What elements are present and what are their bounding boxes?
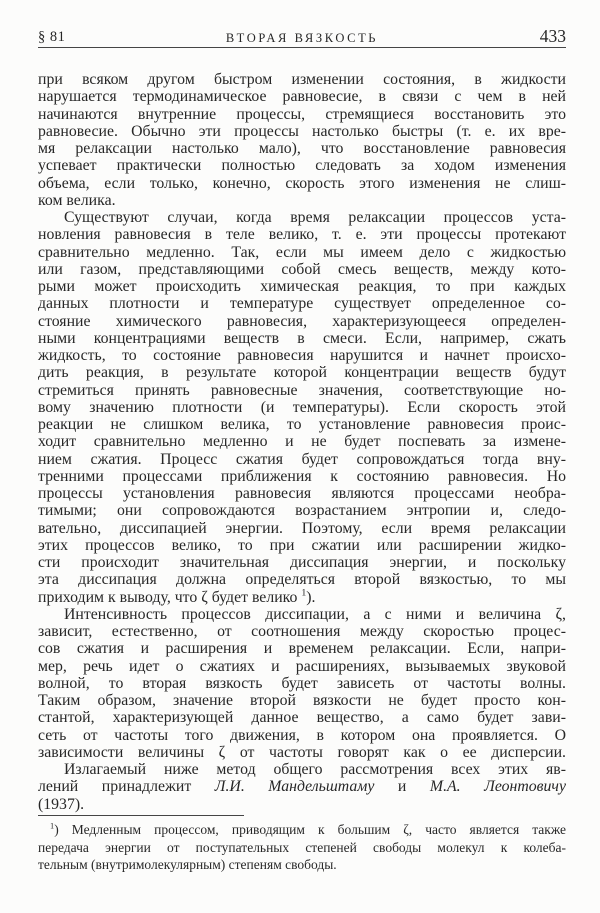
text-line: (1937). — [38, 795, 85, 813]
running-title: ВТОРАЯ ВЯЗКОСТЬ — [225, 31, 379, 45]
text-line: дить реакция, в результате которой концентрации веществ будут — [38, 364, 566, 382]
text-line: вательно, диссипацией энергии. Поэтому, если время релаксации — [38, 519, 566, 537]
text-line: ком велика. — [38, 191, 116, 209]
text-line: мер, речь идет о сжатиях и расширениях, вызываемых звуковой — [38, 657, 566, 675]
text-line: рыми может происходить химическая реакция, то при каждых — [38, 278, 566, 295]
text-line: Таким образом, значение второй вязкости не будет просто кон- — [38, 692, 566, 709]
text-line: стояние химического равновесия, характеризующееся определен- — [38, 312, 566, 330]
text-line: мя релаксации настолько мало), что восстановление равновесия — [38, 140, 566, 157]
text-line: тимыми; они сопровождаются возрастанием энтропии и, следо- — [38, 502, 566, 520]
text-line: тренними процессами приближения к состоянию равновесия. Но — [38, 467, 566, 485]
footnote — [38, 821, 566, 874]
text-line: сеть от частоты того движения, в котором она проявляется. О — [38, 726, 566, 744]
text-line: приходим к выводу, что ζ будет велико $^1$). — [38, 587, 316, 606]
body-text — [38, 71, 566, 813]
text-line: вому значению плотности (и температуры). Если скорость этой — [38, 398, 566, 416]
text-line: процессы установления равновесия являются процессами необра- — [38, 485, 566, 502]
header-rule — [38, 47, 566, 48]
section-number: § 81 — [38, 29, 66, 45]
text-line: объема, если только, конечно, скорость этого изменения не слиш- — [38, 174, 566, 192]
text-line: тельным (внутримолекулярным) степеням свободы. — [38, 857, 337, 872]
text-line: Интенсивность процессов диссипации, а с ними и величина ζ, — [64, 605, 566, 623]
text-line: жидкость, то состояние равновесия нарушится и начнет происхо- — [38, 347, 566, 364]
text-line: сти происходит значительная диссипация энергии, и поскольку — [38, 554, 566, 571]
text-line: зависимости величины ζ от частоты говорят как о ее дисперсии. — [38, 743, 566, 761]
text-line: передача энергии от поступательных степеней свободы молекул к колеба- — [38, 839, 566, 855]
text-line: Существуют случаи, когда время релаксации процессов уста- — [64, 209, 566, 226]
text-line: новления равновесия в теле велико, т. е. эти процессы протекают — [38, 226, 566, 244]
text-line: ходит сравнительно медленно и не будет поспевать за измене- — [38, 433, 566, 451]
text-line: сов сжатия и расширения и временем релаксации. Если, напри- — [38, 640, 566, 658]
text-line: стантой, характеризующей данное вещество, а само будет зави- — [38, 709, 566, 727]
text-line: Излагаемый ниже метод общего рассмотрения всех этих яв- — [64, 761, 566, 778]
text-line: реакции не слишком велика, то установление равновесия проис- — [38, 416, 566, 433]
footnote-rule — [38, 815, 244, 816]
text-line: нием сжатия. Процесс сжатия будет сопровождаться тогда вну- — [38, 450, 566, 468]
text-line: начинаются внутренние процессы, стремящиеся восстановить это — [38, 105, 566, 123]
text-line: этих процессов велико, то при сжатии или расширении жидко- — [38, 536, 566, 554]
page-header — [38, 26, 566, 46]
text-line: успевает практически полностью следовать за ходом изменения — [38, 157, 566, 175]
text-line: $^1$) Медленным процессом, приводящим к большим ζ, часто является также — [50, 821, 566, 837]
text-line: ными концентрациями веществ в смеси. Если, например, сжать — [38, 329, 566, 347]
text-line: при всяком другом быстром изменении состояния, в жидкости — [38, 71, 566, 88]
text-line: сравнительно медленно. Так, если мы имеем дело с жидкостью — [38, 243, 566, 261]
text-line: или газом, представляющими собой смесь веществ, между кото- — [38, 260, 566, 278]
text-line: данных плотности и температуре существует определенное со- — [38, 295, 566, 313]
text-line: зависит, естественно, от соотношения между скоростью процес- — [38, 623, 566, 640]
text-line: нарушается термодинамическое равновесие, в связи с чем в ней — [38, 88, 566, 106]
text-line: эта диссипация должна определяться второй вязкостью, то мы — [38, 571, 566, 589]
page-number: 433 — [539, 26, 566, 46]
text-line: волной, то вторая вязкость будет зависеть от частоты волны. — [38, 674, 566, 692]
text-line: лений принадлежит Л.И. Мандельштаму и М.А. Леонтовичу — [38, 778, 566, 796]
text-line: стремиться принять равновесные значения, соответствующие но- — [38, 381, 566, 399]
text-line: равновесие. Обычно эти процессы настолько быстры (т. е. их вре- — [38, 122, 566, 140]
